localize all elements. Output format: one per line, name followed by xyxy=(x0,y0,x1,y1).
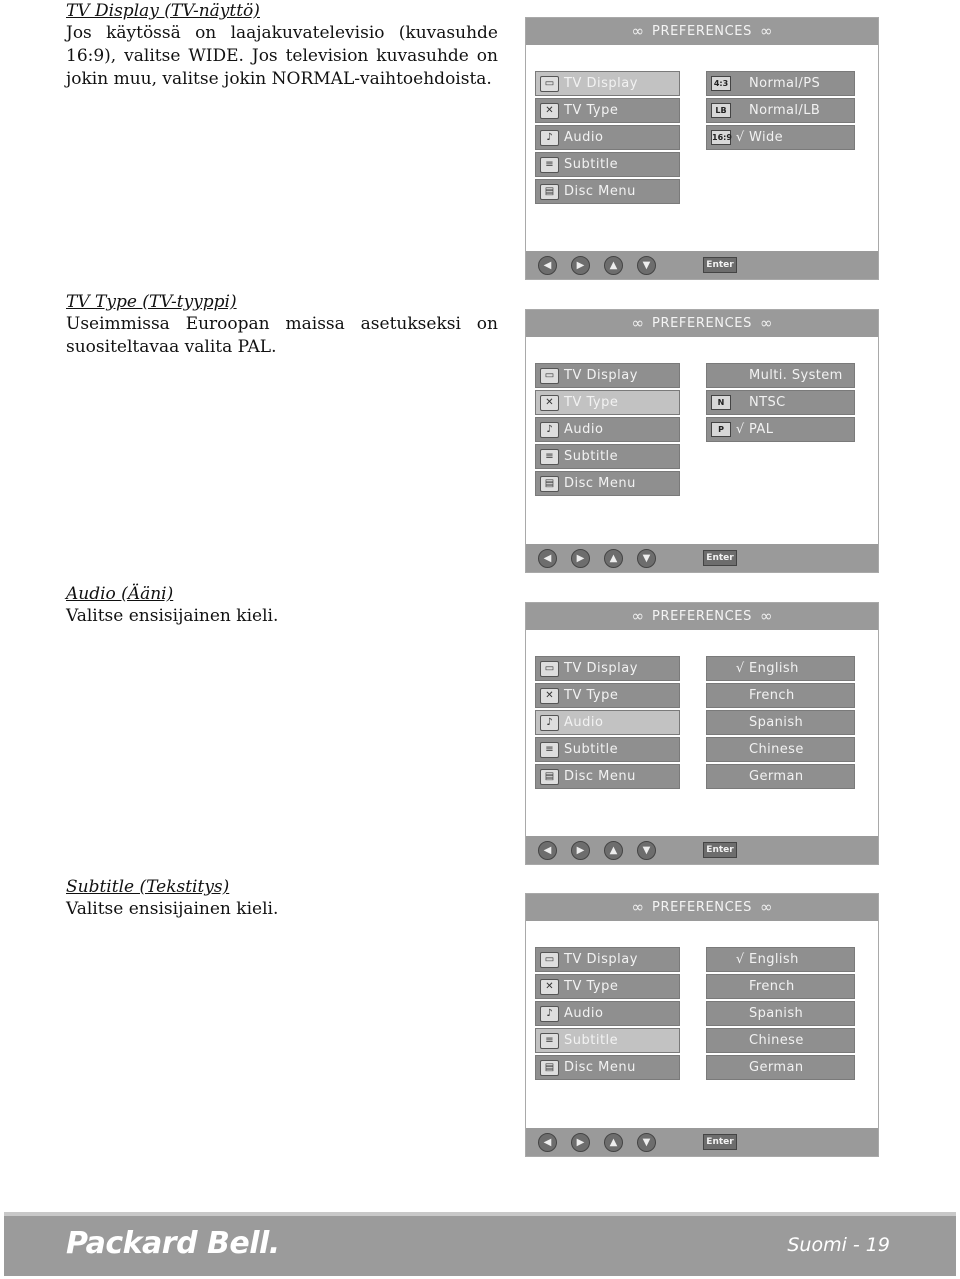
panel-title: PREFERENCES xyxy=(652,316,752,331)
menu-item-label: TV Display xyxy=(564,368,638,383)
menu-item-label: TV Type xyxy=(564,395,619,410)
menu-item-subtitle[interactable] xyxy=(535,152,680,177)
tv-display-icon: ▭ xyxy=(540,76,559,92)
option-chinese[interactable] xyxy=(706,737,855,762)
option-label: NTSC xyxy=(749,395,786,410)
tv-display-icon: ▭ xyxy=(540,661,559,677)
section-audio xyxy=(66,583,498,628)
option-badge-icon xyxy=(711,952,731,967)
nav-up-icon[interactable]: ▲ xyxy=(604,841,623,860)
preferences-panel xyxy=(525,893,879,1157)
page-number: Suomi - 19 xyxy=(787,1234,890,1256)
menu-item-label: Subtitle xyxy=(564,157,619,172)
option-badge-icon xyxy=(711,979,731,994)
disc-menu-icon: ▤ xyxy=(540,769,559,785)
option-english[interactable] xyxy=(706,656,855,681)
menu-item-label: TV Type xyxy=(564,103,619,118)
check-icon: √ xyxy=(735,422,745,437)
section-body: Valitse ensisijainen kieli. xyxy=(66,899,279,919)
option-label: German xyxy=(749,1060,804,1075)
option-label: Normal/LB xyxy=(749,103,821,118)
option-badge-icon xyxy=(711,1033,731,1048)
menu-item-tv-type[interactable] xyxy=(535,683,680,708)
panel-footer xyxy=(526,836,878,864)
section-body: Jos käytössä on laajakuvatelevisio (kuvasuhde 16:9), valitse WIDE. Jos television kuvasuhde on jokin muu, valitse jokin NORMAL-vaihtoehdoista. xyxy=(66,23,498,89)
disc-menu-icon: ▤ xyxy=(540,1060,559,1076)
tv-type-icon: ✕ xyxy=(540,395,559,411)
menu-item-disc-menu[interactable] xyxy=(535,1055,680,1080)
option-label: Spanish xyxy=(749,715,804,730)
infinity-icon: ∞ xyxy=(759,898,773,916)
option-badge-icon xyxy=(711,661,731,676)
menu-item-audio[interactable] xyxy=(535,710,680,735)
infinity-icon: ∞ xyxy=(631,314,645,332)
option-badge-icon xyxy=(711,688,731,703)
menu-item-subtitle[interactable] xyxy=(535,444,680,469)
nav-down-icon[interactable]: ▼ xyxy=(637,841,656,860)
menu-item-label: Audio xyxy=(564,715,604,730)
section-body: Valitse ensisijainen kieli. xyxy=(66,606,279,626)
menu-item-label: Disc Menu xyxy=(564,769,636,784)
enter-button[interactable]: Enter xyxy=(703,1134,737,1150)
option-spanish[interactable] xyxy=(706,710,855,735)
panel-header xyxy=(526,894,878,921)
brand-logo: Packard Bell. xyxy=(66,1226,280,1261)
menu-item-audio[interactable] xyxy=(535,125,680,150)
option-badge-icon xyxy=(711,715,731,730)
menu-item-tv-display[interactable] xyxy=(535,656,680,681)
preferences-panel xyxy=(525,309,879,573)
option-badge-icon: P xyxy=(711,422,731,437)
menu-item-tv-display[interactable] xyxy=(535,363,680,388)
option-label: Normal/PS xyxy=(749,76,821,91)
preferences-menu xyxy=(535,363,680,498)
check-icon: √ xyxy=(735,130,745,145)
option-label: Chinese xyxy=(749,742,804,757)
option-multi-system[interactable] xyxy=(706,363,855,388)
section-title: Audio (Ääni) xyxy=(66,584,174,604)
panel-title: PREFERENCES xyxy=(652,24,752,39)
section-tv-type xyxy=(66,291,498,359)
nav-up-icon[interactable]: ▲ xyxy=(604,549,623,568)
subtitle-icon: ≡ xyxy=(540,157,559,173)
enter-button[interactable]: Enter xyxy=(703,842,737,858)
menu-item-label: TV Display xyxy=(564,76,638,91)
option-badge-icon xyxy=(711,368,731,383)
nav-down-icon[interactable]: ▼ xyxy=(637,549,656,568)
check-icon: √ xyxy=(735,952,745,967)
panel-header xyxy=(526,310,878,337)
option-normal-ps[interactable] xyxy=(706,71,855,96)
audio-icon: ♪ xyxy=(540,1006,559,1022)
panel-footer xyxy=(526,544,878,572)
option-label: PAL xyxy=(749,422,774,437)
subtitle-icon: ≡ xyxy=(540,449,559,465)
option-badge-icon: 4:3 xyxy=(711,76,731,91)
audio-icon: ♪ xyxy=(540,715,559,731)
option-chinese[interactable] xyxy=(706,1028,855,1053)
disc-menu-icon: ▤ xyxy=(540,184,559,200)
option-french[interactable] xyxy=(706,974,855,999)
menu-item-label: Disc Menu xyxy=(564,184,636,199)
menu-item-tv-type[interactable] xyxy=(535,390,680,415)
tv-type-icon: ✕ xyxy=(540,688,559,704)
infinity-icon: ∞ xyxy=(759,22,773,40)
option-english[interactable] xyxy=(706,947,855,972)
nav-up-icon[interactable]: ▲ xyxy=(604,1133,623,1152)
section-tv-display xyxy=(66,0,498,91)
nav-down-icon[interactable]: ▼ xyxy=(637,1133,656,1152)
section-title: TV Type (TV-tyyppi) xyxy=(66,292,237,312)
preferences-menu xyxy=(535,71,680,206)
option-label: English xyxy=(749,952,799,967)
nav-left-icon[interactable]: ◀ xyxy=(538,549,557,568)
menu-item-disc-menu[interactable] xyxy=(535,179,680,204)
nav-right-icon[interactable]: ▶ xyxy=(571,841,590,860)
infinity-icon: ∞ xyxy=(759,314,773,332)
subtitle-icon: ≡ xyxy=(540,742,559,758)
menu-item-label: Disc Menu xyxy=(564,1060,636,1075)
audio-icon: ♪ xyxy=(540,130,559,146)
option-french[interactable] xyxy=(706,683,855,708)
panel-header xyxy=(526,603,878,630)
tv-type-icon: ✕ xyxy=(540,103,559,119)
menu-item-label: Audio xyxy=(564,130,604,145)
infinity-icon: ∞ xyxy=(631,607,645,625)
check-icon: √ xyxy=(735,661,745,676)
enter-button[interactable]: Enter xyxy=(703,257,737,273)
option-badge-icon: N xyxy=(711,395,731,410)
infinity-icon: ∞ xyxy=(759,607,773,625)
option-wide[interactable] xyxy=(706,125,855,150)
menu-item-label: TV Type xyxy=(564,688,619,703)
option-label: Multi. System xyxy=(749,368,843,383)
option-badge-icon: 16:9 xyxy=(711,130,731,145)
option-badge-icon xyxy=(711,742,731,757)
menu-item-label: Audio xyxy=(564,422,604,437)
menu-item-label: Subtitle xyxy=(564,1033,619,1048)
option-label: Spanish xyxy=(749,1006,804,1021)
option-ntsc[interactable] xyxy=(706,390,855,415)
option-label: Wide xyxy=(749,130,784,145)
option-label: Chinese xyxy=(749,1033,804,1048)
option-list xyxy=(706,656,855,791)
tv-display-icon: ▭ xyxy=(540,368,559,384)
preferences-panel xyxy=(525,17,879,280)
option-spanish[interactable] xyxy=(706,1001,855,1026)
infinity-icon: ∞ xyxy=(631,898,645,916)
nav-right-icon[interactable]: ▶ xyxy=(571,549,590,568)
infinity-icon: ∞ xyxy=(631,22,645,40)
audio-icon: ♪ xyxy=(540,422,559,438)
option-list xyxy=(706,363,855,444)
panel-title: PREFERENCES xyxy=(652,900,752,915)
option-badge-icon xyxy=(711,769,731,784)
nav-right-icon[interactable]: ▶ xyxy=(571,256,590,275)
menu-item-label: TV Display xyxy=(564,952,638,967)
menu-item-label: TV Display xyxy=(564,661,638,676)
nav-down-icon[interactable]: ▼ xyxy=(637,256,656,275)
option-german[interactable] xyxy=(706,764,855,789)
subtitle-icon: ≡ xyxy=(540,1033,559,1049)
nav-up-icon[interactable]: ▲ xyxy=(604,256,623,275)
nav-right-icon[interactable]: ▶ xyxy=(571,1133,590,1152)
option-label: French xyxy=(749,979,795,994)
panel-footer xyxy=(526,1128,878,1156)
nav-left-icon[interactable]: ◀ xyxy=(538,1133,557,1152)
nav-left-icon[interactable]: ◀ xyxy=(538,256,557,275)
section-body: Useimmissa Euroopan maissa asetukseksi on suositeltavaa valita PAL. xyxy=(66,314,498,357)
option-german[interactable] xyxy=(706,1055,855,1080)
section-title: Subtitle (Tekstitys) xyxy=(66,877,230,897)
option-badge-icon: LB xyxy=(711,103,731,118)
menu-item-tv-display[interactable] xyxy=(535,947,680,972)
menu-item-label: Audio xyxy=(564,1006,604,1021)
option-list xyxy=(706,947,855,1082)
preferences-menu xyxy=(535,656,680,791)
menu-item-label: Disc Menu xyxy=(564,476,636,491)
menu-item-tv-type[interactable] xyxy=(535,974,680,999)
menu-item-label: Subtitle xyxy=(564,742,619,757)
option-list xyxy=(706,71,855,152)
page-footer xyxy=(4,1212,956,1276)
menu-item-disc-menu[interactable] xyxy=(535,764,680,789)
option-label: English xyxy=(749,661,799,676)
menu-item-label: TV Type xyxy=(564,979,619,994)
panel-header xyxy=(526,18,878,45)
option-pal[interactable] xyxy=(706,417,855,442)
menu-item-disc-menu[interactable] xyxy=(535,471,680,496)
menu-item-tv-type[interactable] xyxy=(535,98,680,123)
menu-item-tv-display[interactable] xyxy=(535,71,680,96)
preferences-menu xyxy=(535,947,680,1082)
menu-item-label: Subtitle xyxy=(564,449,619,464)
option-badge-icon xyxy=(711,1006,731,1021)
preferences-panel xyxy=(525,602,879,865)
panel-footer xyxy=(526,251,878,279)
option-normal-lb[interactable] xyxy=(706,98,855,123)
disc-menu-icon: ▤ xyxy=(540,476,559,492)
section-subtitle xyxy=(66,876,498,921)
section-title: TV Display (TV-näyttö) xyxy=(66,1,260,21)
nav-left-icon[interactable]: ◀ xyxy=(538,841,557,860)
option-label: German xyxy=(749,769,804,784)
tv-type-icon: ✕ xyxy=(540,979,559,995)
enter-button[interactable]: Enter xyxy=(703,550,737,566)
menu-item-subtitle[interactable] xyxy=(535,1028,680,1053)
option-label: French xyxy=(749,688,795,703)
tv-display-icon: ▭ xyxy=(540,952,559,968)
menu-item-subtitle[interactable] xyxy=(535,737,680,762)
menu-item-audio[interactable] xyxy=(535,1001,680,1026)
menu-item-audio[interactable] xyxy=(535,417,680,442)
panel-title: PREFERENCES xyxy=(652,609,752,624)
option-badge-icon xyxy=(711,1060,731,1075)
